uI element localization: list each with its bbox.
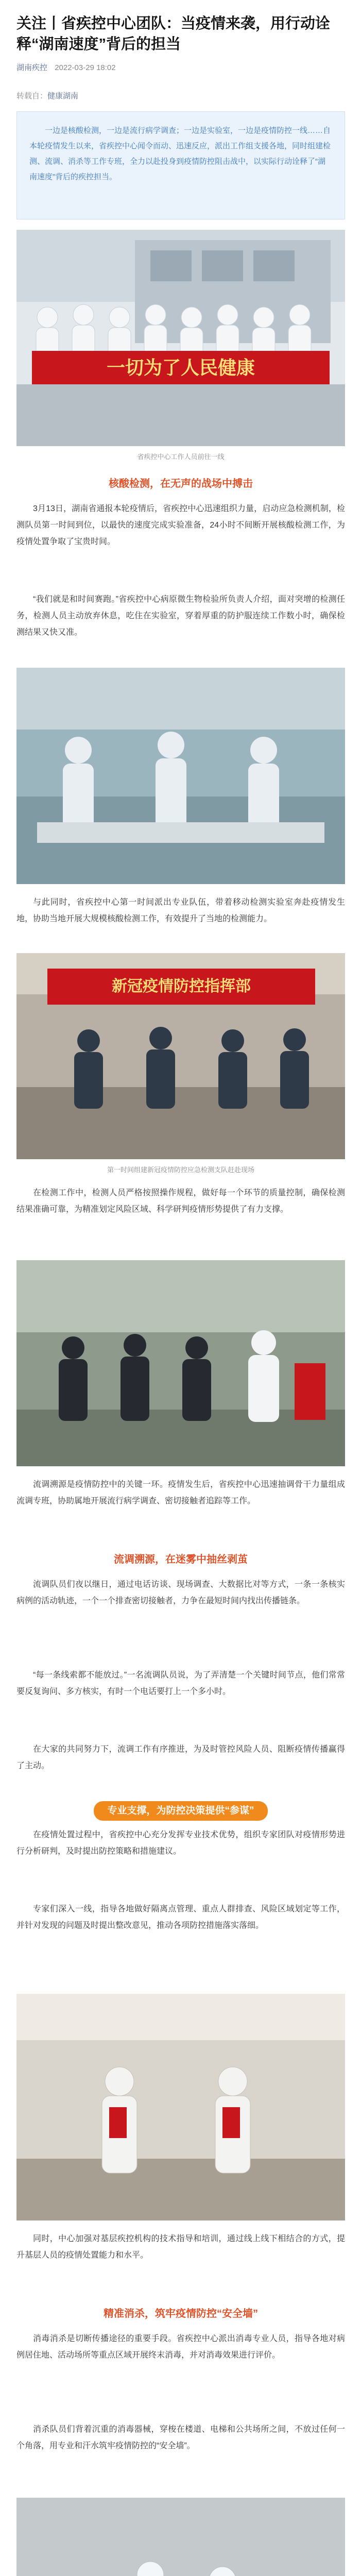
article-title: 关注丨省疾控中心团队：当疫情来袭，用行动诠释“湖南速度”背后的担当 <box>16 15 331 53</box>
photo-caption-1: 省疾控中心工作人员前往一线 <box>137 453 225 461</box>
section-heading-expert-label: 专业支撑，为防控决策提供“参谋” <box>94 1801 267 1821</box>
photo-staff-banner <box>16 230 345 446</box>
author-link[interactable]: 湖南疾控 <box>16 63 48 72</box>
paragraph-4: 在检测工作中，检测人员严格按照操作规程，做好每一个环节的质量控制，确保检测结果准确可靠，为精准划定风险区域、科学研判疫情形势提供了有力支撑。 <box>16 1189 345 1214</box>
photo-staff-banner-art <box>16 230 345 446</box>
photo-disinfection <box>16 2498 345 2576</box>
section-heading-disinfection: 精准消杀，筑牢疫情防控“安全墙” <box>104 2308 258 2319</box>
banner-slogan: 一切为了人民健康 <box>106 357 255 379</box>
paragraph-1: 3月13日，湖南省通报本轮疫情后，省疾控中心迅速组织力量，启动应急检测机制，检测队员第一时间到位，以最快的速度完成实验准备，24小时不间断开展核酸检测工作，为疫情处置争取了宝贵时间。 <box>16 504 345 546</box>
command-banner-text: 新冠疫情防控指挥部 <box>112 977 251 995</box>
photo-command-room <box>16 953 345 1159</box>
photo-lab-workers <box>16 1994 345 2221</box>
source-line <box>16 91 345 102</box>
paragraph-10: 专家们深入一线，指导各地做好隔离点管理、重点人群排查、风险区域划定等工作，并针对发现的问题及时提出整改意见，推动各项防控措施落实落细。 <box>16 1905 345 1930</box>
publish-date: 2022-03-29 18:02 <box>55 63 116 72</box>
paragraph-12: 消毒消杀是切断传播途径的重要手段。省疾控中心派出消毒专业人员，指导各地对病例居住地、活动场所等重点区域开展终末消毒，并对消毒效果进行评价。 <box>16 2334 345 2360</box>
photo-disinfection-art <box>16 2498 345 2576</box>
photo-lab <box>16 668 345 884</box>
paragraph-2: “我们就是和时间赛跑。”省疾控中心病原微生物检验所负责人介绍，面对突增的检测任务，检测人员主动放弃休息，吃住在实验室，穿着厚重的防护服连续工作数小时，确保检测结果又快又准。 <box>16 595 345 637</box>
intro-summary: 一边是核酸检测，一边是流行病学调查；一边是实验室，一边是疫情防控一线……自本轮疫情发生以来，省疾控中心闻令而动、迅速反应，派出工作组支援各地，同时组建检测、流调、消杀等工作专班，全力以赴投身到疫情防控阻击战中，以实际行动诠释了“湖南速度”背后的疾控担当。 <box>16 111 345 219</box>
photo-field-team <box>16 1260 345 1466</box>
section-heading-expert <box>16 1801 345 1821</box>
paragraph-9: 在疫情处置过程中，省疾控中心充分发挥专业技术优势，组织专家团队对疫情形势进行分析研判，及时提出防控策略和措施建议。 <box>16 1831 345 1856</box>
photo-lab-art <box>16 668 345 884</box>
paragraph-11: 同时，中心加强对基层疾控机构的技术指导和培训，通过线上线下相结合的方式，提升基层人员的疫情处置能力和水平。 <box>16 2234 345 2260</box>
photo-caption-2: 第一时间组建新冠疫情防控应急检测支队赶赴现场 <box>107 1166 254 1174</box>
paragraph-3: 与此同时，省疾控中心第一时间派出专业队伍，带着移动检测实验室奔赴疫情发生地，协助当地开展大规模核酸检测工作，有效提升了当地的检测能力。 <box>16 898 345 923</box>
source-link[interactable]: 健康湖南 <box>47 92 79 100</box>
paragraph-5: 流调溯源是疫情防控中的关键一环。疫情发生后，省疾控中心迅速抽调骨干力量组成流调专班，协助属地开展流行病学调查、密切接触者追踪等工作。 <box>16 1480 345 1505</box>
photo-field-team-art <box>16 1260 345 1466</box>
article-meta <box>16 62 116 73</box>
source-prefix: 转载自： <box>16 92 48 100</box>
paragraph-8: 在大家的共同努力下，流调工作有序推进，为及时管控风险人员、阻断疫情传播赢得了主动。 <box>16 1745 345 1770</box>
section-heading-tracing: 流调溯源，在迷雾中抽丝剥茧 <box>114 1554 248 1565</box>
paragraph-7: “每一条线索都不能放过。”一名流调队员说，为了弄清楚一个关键时间节点，他们常常要反复询问、多方核实，有时一个电话要打上一个多小时。 <box>16 1671 345 1696</box>
paragraph-6: 流调队员们夜以继日，通过电话访谈、现场调查、大数据比对等方式，一条一条核实病例的活动轨迹，一个一个排查密切接触者，力争在最短时间内找出传播链条。 <box>16 1580 345 1605</box>
photo-lab-workers-art <box>16 1994 345 2221</box>
section-heading-testing: 核酸检测，在无声的战场中搏击 <box>109 478 253 489</box>
paragraph-13: 消杀队员们背着沉重的消毒器械，穿梭在楼道、电梯和公共场所之间，不放过任何一个角落，用专业和汗水筑牢疫情防控的“安全墙”。 <box>16 2425 345 2450</box>
